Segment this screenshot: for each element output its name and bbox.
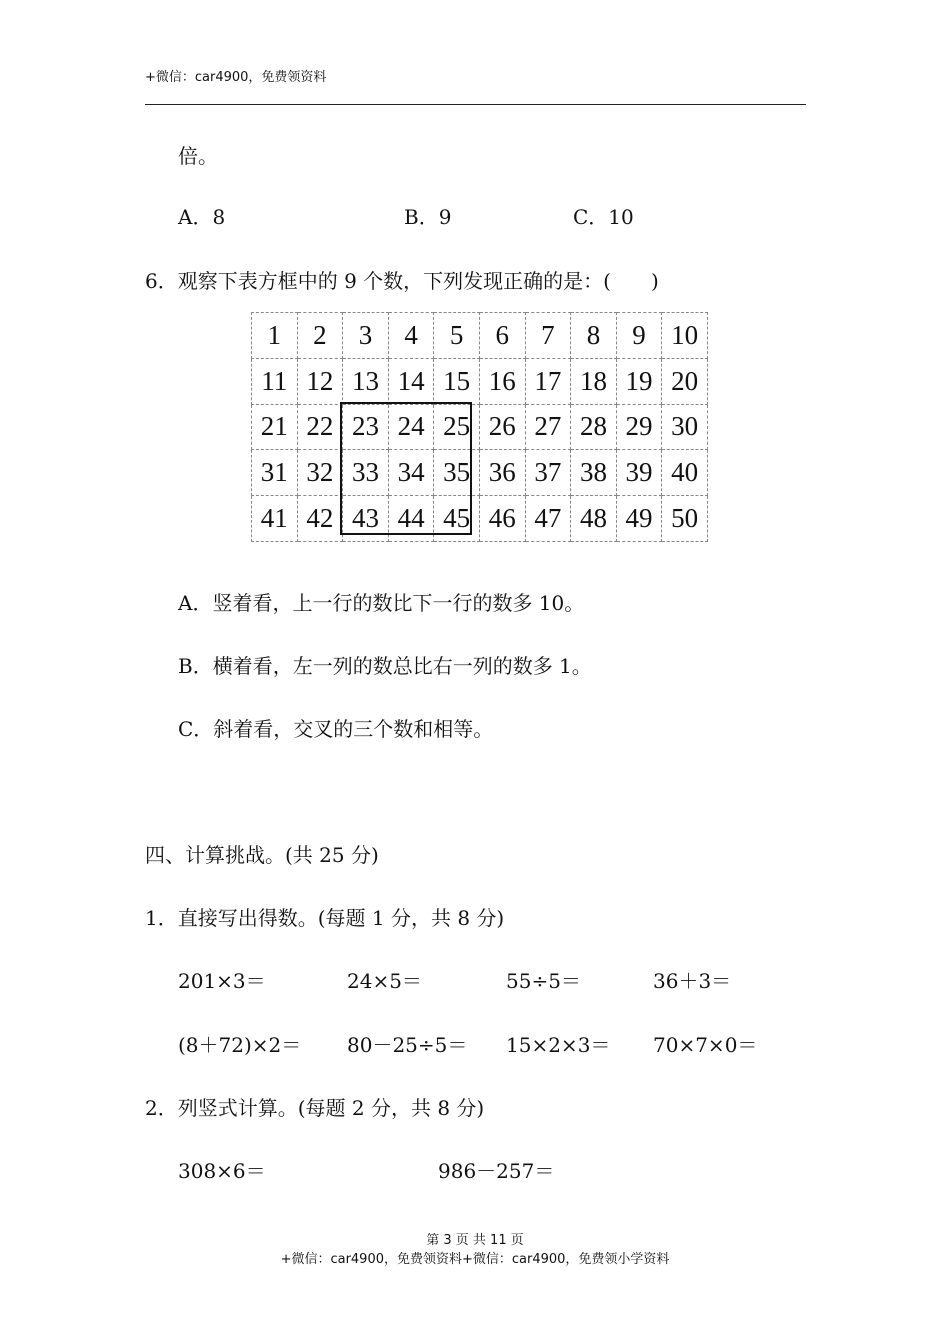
- grid-cell: 28: [571, 404, 617, 450]
- header-rule: [145, 104, 806, 105]
- grid-cell: 48: [571, 496, 617, 542]
- grid-row: [252, 496, 708, 542]
- grid-cell: 17: [525, 358, 571, 404]
- grid-cell: 7: [525, 313, 571, 359]
- grid-cell: 45: [434, 496, 480, 542]
- calc-item: 70×7×0＝: [653, 1033, 758, 1057]
- grid-cell: 3: [343, 313, 389, 359]
- q5-option-c: C．10: [573, 205, 634, 229]
- vertical-calc-item: 308×6＝: [178, 1159, 266, 1183]
- grid-cell: 1: [252, 313, 298, 359]
- number-grid: [251, 312, 708, 542]
- grid-row: [252, 358, 708, 404]
- calc-item: 36＋3＝: [653, 969, 732, 993]
- grid-cell: 50: [662, 496, 708, 542]
- section4-title: 四、计算挑战。(共 25 分): [145, 843, 379, 867]
- grid-cell: 43: [343, 496, 389, 542]
- grid-cell: 11: [252, 358, 298, 404]
- grid-row: [252, 313, 708, 359]
- page-header: +微信：car4900，免费领资料: [145, 70, 327, 85]
- grid-cell: 47: [525, 496, 571, 542]
- grid-cell: 9: [616, 313, 662, 359]
- grid-cell: 42: [297, 496, 343, 542]
- grid-cell: 38: [571, 450, 617, 496]
- grid-cell: 25: [434, 404, 480, 450]
- calc-item: 24×5＝: [347, 969, 422, 993]
- calc-item: 80－25÷5＝: [347, 1033, 468, 1057]
- grid-cell: 27: [525, 404, 571, 450]
- footer-note: +微信：car4900，免费领资料+微信：car4900，免费领小学资料: [280, 1252, 670, 1267]
- grid-cell: 15: [434, 358, 480, 404]
- q6-option-c: C．斜着看，交叉的三个数和相等。: [178, 717, 494, 741]
- calc-item: 55÷5＝: [506, 969, 581, 993]
- grid-cell: 39: [616, 450, 662, 496]
- calc-item: 15×2×3＝: [506, 1033, 611, 1057]
- q5-option-b: B．9: [404, 205, 452, 229]
- previous-question-tail: 倍。: [178, 144, 218, 168]
- grid-cell: 21: [252, 404, 298, 450]
- grid-cell: 34: [388, 450, 434, 496]
- grid-cell: 5: [434, 313, 480, 359]
- grid-cell: 30: [662, 404, 708, 450]
- grid-cell: 20: [662, 358, 708, 404]
- calc-item: (8＋72)×2＝: [178, 1033, 302, 1057]
- grid-cell: 8: [571, 313, 617, 359]
- q6-option-b: B．横着看，左一列的数总比右一列的数多 1。: [178, 654, 592, 678]
- grid-cell: 13: [343, 358, 389, 404]
- grid-cell: 24: [388, 404, 434, 450]
- grid-cell: 16: [479, 358, 525, 404]
- q6-option-a: A．竖着看，上一行的数比下一行的数多 10。: [178, 591, 585, 615]
- grid-cell: 23: [343, 404, 389, 450]
- grid-cell: 44: [388, 496, 434, 542]
- grid-cell: 40: [662, 450, 708, 496]
- grid-cell: 10: [662, 313, 708, 359]
- grid-cell: 37: [525, 450, 571, 496]
- grid-cell: 49: [616, 496, 662, 542]
- grid-cell: 14: [388, 358, 434, 404]
- grid-cell: 4: [388, 313, 434, 359]
- grid-cell: 41: [252, 496, 298, 542]
- grid-row: [252, 450, 708, 496]
- section4-q1-stem: 1．直接写出得数。(每题 1 分，共 8 分): [145, 906, 505, 930]
- grid-cell: 33: [343, 450, 389, 496]
- q6-stem: 6．观察下表方框中的 9 个数，下列发现正确的是：( ): [145, 269, 659, 293]
- vertical-calc-item: 986－257＝: [438, 1159, 555, 1183]
- calc-item: 201×3＝: [178, 969, 266, 993]
- q5-option-a: A．8: [178, 205, 226, 229]
- grid-cell: 29: [616, 404, 662, 450]
- grid-cell: 26: [479, 404, 525, 450]
- grid-cell: 36: [479, 450, 525, 496]
- section4-q2-stem: 2．列竖式计算。(每题 2 分，共 8 分): [145, 1096, 485, 1120]
- grid-cell: 2: [297, 313, 343, 359]
- page-number: 第 3 页 共 11 页: [426, 1233, 524, 1248]
- grid-cell: 12: [297, 358, 343, 404]
- grid-cell: 32: [297, 450, 343, 496]
- grid-cell: 19: [616, 358, 662, 404]
- grid-cell: 35: [434, 450, 480, 496]
- grid-row: [252, 404, 708, 450]
- grid-cell: 22: [297, 404, 343, 450]
- grid-cell: 46: [479, 496, 525, 542]
- grid-cell: 6: [479, 313, 525, 359]
- grid-cell: 31: [252, 450, 298, 496]
- grid-cell: 18: [571, 358, 617, 404]
